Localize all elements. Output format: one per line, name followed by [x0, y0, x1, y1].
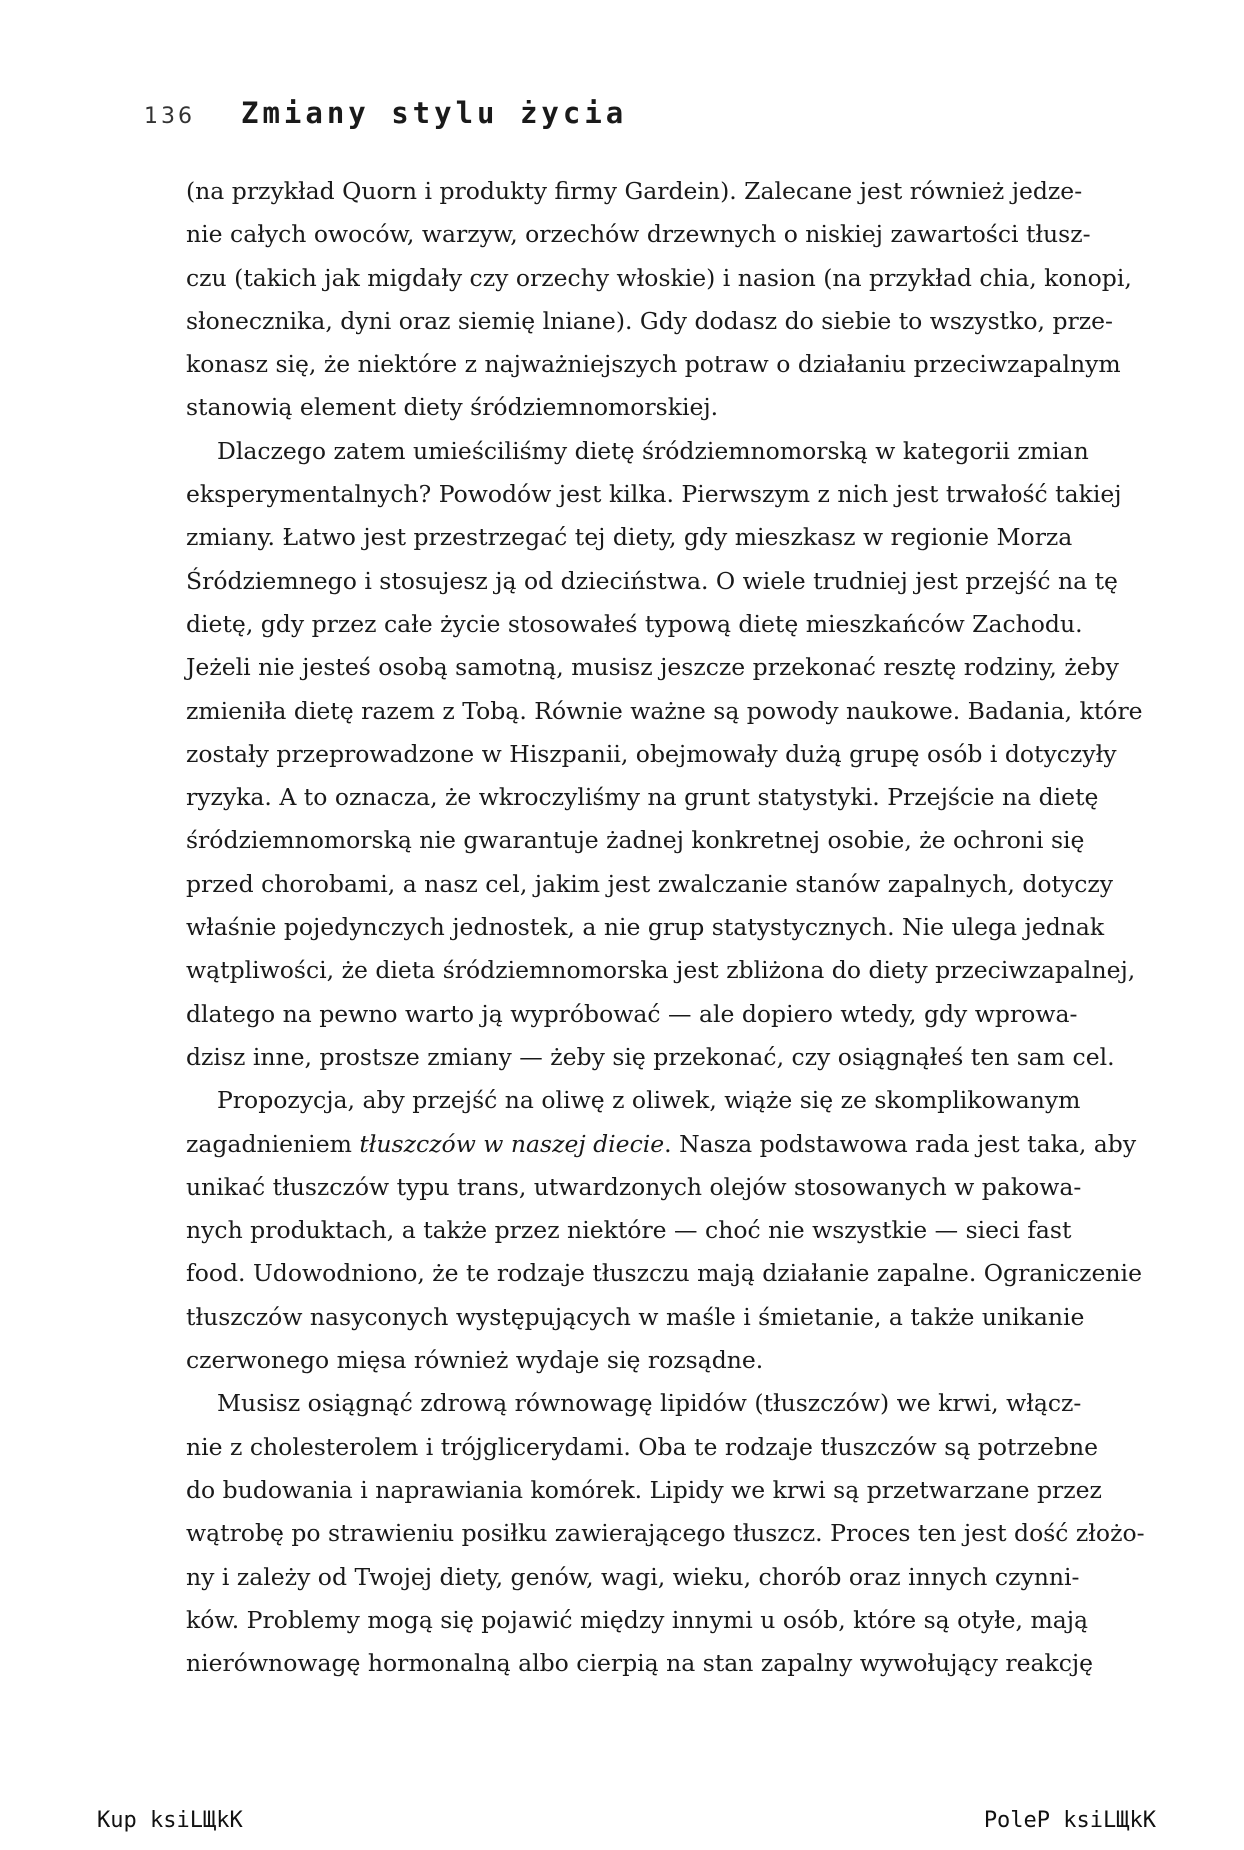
text-line: unikać tłuszczów typu trans, utwardzonych olejów stosowanych w pakowa- [186, 1172, 1082, 1201]
text-line: Dlaczego zatem umieściliśmy dietę śródziemnomorską w kategorii zmian [217, 436, 1089, 465]
text-line: dlatego na pewno warto ją wypróbować — ale dopiero wtedy, gdy wprowa- [186, 999, 1078, 1028]
text-line: nych produktach, a także przez niektóre — choć nie wszystkie — sieci fast [186, 1216, 1072, 1245]
text-line: do budowania i naprawiania komórek. Lipidy we krwi są przetwarzane przez [186, 1475, 1102, 1504]
paragraph-4 [186, 1382, 1145, 1685]
text-line: Musisz osiągnąć zdrową równowagę lipidów (tłuszczów) we krwi, włącz- [217, 1389, 1082, 1418]
text-line: nie z cholesterolem i trójglicerydami. Oba te rodzaje tłuszczów są potrzebne [186, 1432, 1099, 1461]
recommend-book-link[interactable]: PoleР ksiLЩkК [983, 1808, 1156, 1833]
text-line: czerwonego mięsa również wydaje się rozsądne. [186, 1346, 764, 1375]
text-line: Jeżeli nie jesteś osobą samotną, musisz jeszcze przekonać resztę rodziny, żeby [186, 653, 1119, 682]
text-line: eksperymentalnych? Powodów jest kilka. Pierwszym z nich jest trwałość takiej [186, 480, 1122, 509]
text-line: zmieniła dietę razem z Tobą. Równie ważne są powody naukowe. Badania, które [186, 696, 1143, 725]
buy-book-link[interactable]: Kup ksiLЩkК [97, 1808, 243, 1833]
text-line: ków. Problemy mogą się pojawić między innymi u osób, które są otyłe, mają [186, 1605, 1089, 1634]
emphasis: tłuszczów w naszej diecie [359, 1129, 665, 1158]
text-line: zostały przeprowadzone w Hiszpanii, obejmowały dużą grupę osób i dotyczyły [186, 739, 1117, 768]
text-line: właśnie pojedynczych jednostek, a nie grup statystycznych. Nie ulega jednak [186, 913, 1105, 942]
text-line: food. Udowodniono, że te rodzaje tłuszczu mają działanie zapalne. Ograniczenie [186, 1259, 1142, 1288]
text-line: tłuszczów nasyconych występujących w maśle i śmietanie, a także unikanie [186, 1302, 1085, 1331]
text-line [186, 1123, 1137, 1166]
paragraph-1 [186, 170, 1132, 430]
text-line: (na przykład Quorn i produkty firmy Gardein). Zalecane jest również jedze- [186, 177, 1083, 205]
body-text [186, 170, 1145, 1685]
paragraph-2 [186, 430, 1143, 1079]
text-segment: . Nasza podstawowa rada jest taka, aby [664, 1129, 1137, 1158]
text-line: Propozycja, aby przejść na oliwę z oliwek, wiąże się ze skomplikowanym [217, 1086, 1081, 1115]
text-line: Śródziemnego i stosujesz ją od dzieciństwa. O wiele trudniej jest przejść na tę [186, 566, 1118, 595]
running-header [144, 96, 627, 136]
text-line: konasz się, że niektóre z najważniejszych potraw o działaniu przeciwzapalnym [186, 350, 1121, 379]
text-line: wątrobę po strawieniu posiłku zawierającego tłuszcz. Proces ten jest dość złożo- [186, 1519, 1145, 1548]
running-title: Zmiany stylu życia [241, 96, 628, 130]
text-line: ny i zależy od Twojej diety, genów, wagi, wieku, chorób oraz innych czynni- [186, 1562, 1080, 1591]
text-line: nie całych owoców, warzyw, orzechów drzewnych o niskiej zawartości tłusz- [186, 220, 1091, 249]
text-line: nierównowagę hormonalną albo cierpią na stan zapalny wywołujący reakcję [186, 1649, 1094, 1678]
text-line: śródziemnomorską nie gwarantuje żadnej konkretnej osobie, że ochroni się [186, 826, 1085, 855]
text-line: dietę, gdy przez całe życie stosowałeś typową dietę mieszkańców Zachodu. [186, 609, 1083, 638]
text-line: stanowią element diety śródziemnomorskiej. [186, 393, 719, 422]
text-line: słonecznika, dyni oraz siemię lniane). Gdy dodasz do siebie to wszystko, prze- [186, 306, 1113, 335]
text-line: ryzyka. A to oznacza, że wkroczyliśmy na grunt statystyki. Przejście na dietę [186, 783, 1099, 812]
text-line: czu (takich jak migdały czy orzechy włoskie) i nasion (na przykład chia, konopi, [186, 263, 1132, 292]
text-line: zmiany. Łatwo jest przestrzegać tej diety, gdy mieszkasz w regionie Morza [186, 523, 1073, 552]
paragraph-3 [186, 1079, 1142, 1382]
text-segment: zagadnieniem [186, 1129, 360, 1158]
text-line: dzisz inne, prostsze zmiany — żeby się przekonać, czy osiągnąłeś ten sam cel. [186, 1042, 1115, 1071]
text-line: przed chorobami, a nasz cel, jakim jest zwalczanie stanów zapalnych, dotyczy [186, 869, 1114, 898]
page-number: 136 [144, 104, 195, 129]
text-line: wątpliwości, że dieta śródziemnomorska jest zbliżona do diety przeciwzapalnej, [186, 956, 1136, 985]
